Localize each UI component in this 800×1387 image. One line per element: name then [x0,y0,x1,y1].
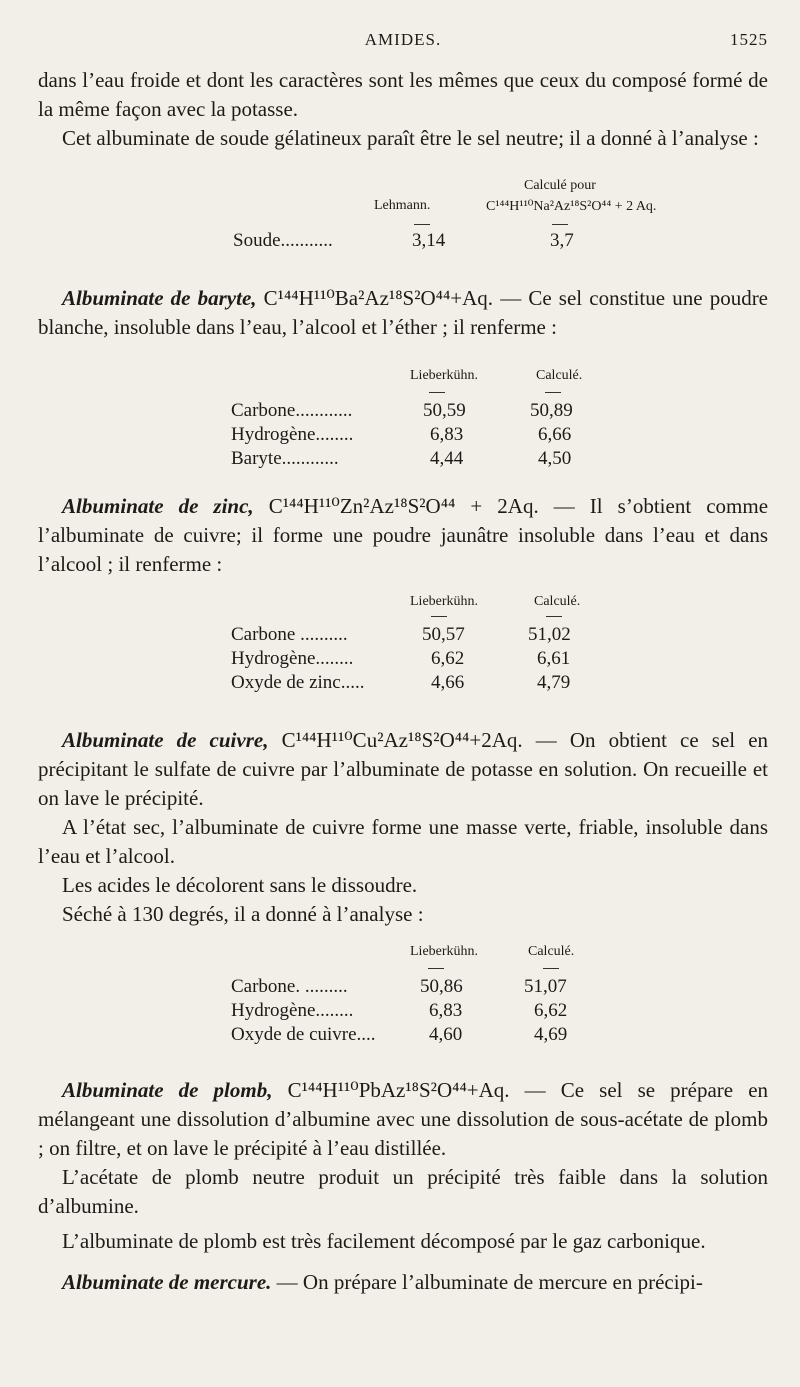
paragraph-text: A l’état sec, l’albuminate de cuivre forme une masse verte, friable, insoluble dans l’eau et l’alcool. [38,815,768,868]
value-calculated: 51,07 [524,976,567,997]
value-found: 4,66 [431,672,465,693]
paragraph-text: L’albuminate de plomb est très facilement décomposé par le gaz carbonique. [62,1229,706,1253]
section-cuivre [38,726,768,929]
value-found: 6,62 [431,648,465,669]
column-header: Lehmann. [374,198,431,213]
column-header: Lieberkühn. [410,368,479,383]
row-label: Oxyde de zinc..... [231,672,365,693]
row-label: Soude........... [233,230,333,251]
rule [543,968,559,969]
paragraph-text: Les acides le décolorent sans le dissoudre. [62,873,418,897]
value-found: 6,83 [430,424,464,445]
rule [546,616,562,617]
value-calculated: 51,02 [528,624,571,645]
section-plomb [38,1076,768,1256]
value-found: 3,14 [412,230,446,251]
column-header: Lieberkühn. [410,944,479,959]
row-label: Baryte............ [231,448,339,469]
value-calculated: 6,62 [534,1000,568,1021]
formula: C¹⁴⁴H¹¹⁰PbAz¹⁸S²O⁴⁴+Aq. [287,1078,510,1102]
section-title: Albuminate de mercure. [62,1270,272,1294]
section-title: Albuminate de zinc, [62,494,254,518]
row-label: Hydrogène........ [231,424,354,445]
section-title: Albuminate de baryte, [62,286,257,310]
value-found: 4,44 [430,448,464,469]
paragraph-text: Séché à 130 degrés, il a donné à l’analyse : [62,902,424,926]
row-label: Oxyde de cuivre.... [231,1024,376,1045]
value-found: 4,60 [429,1024,463,1045]
section-text: — Ce sel constitue une poudre blanche, insoluble dans l’eau, l’alcool et l’éther ; il renferme : [38,286,769,339]
value-calculated: 3,7 [550,230,574,251]
section-text: — On prépare l’albuminate de mercure en précipi- [276,1270,703,1294]
row-label: Carbone. ......... [231,976,348,997]
section-text: — Ce sel se prépare en mélangeant une dissolution d’albumine avec une dissolution de sous-acétate de plomb ; on filtre, et on lave le précipité à l’eau distillée. [38,1078,769,1160]
section-text: — On obtient ce sel en précipitant le sulfate de cuivre par l’albuminate de potasse en solution. On recueille et on lave le précipité. [38,728,769,810]
row-label: Carbone............ [231,400,353,421]
analysis-table-baryte [38,368,768,472]
value-found: 50,57 [422,624,465,645]
row-label: Carbone .......... [231,624,348,645]
analysis-table-zinc [38,594,768,694]
section-text: — Il s’obtient comme l’albuminate de cuivre; il forme une poudre jaunâtre insoluble dans l’eau et dans l’alcool ; il renferme : [38,494,769,576]
column-header: Calculé. [536,368,583,383]
rule [431,616,447,617]
formula: C¹⁴⁴H¹¹⁰Ba²Az¹⁸S²O⁴⁴+Aq. [263,286,494,310]
paragraph-text: dans l’eau froide et dont les caractères sont les mêmes que ceux du composé formé de la même façon avec la potasse. [38,68,768,121]
value-calculated: 4,79 [537,672,571,693]
rule [429,392,445,393]
section-title: Albuminate de plomb, [62,1078,273,1102]
analysis-table-soude [38,178,768,268]
value-calculated: 6,61 [537,648,571,669]
row-label: Hydrogène........ [231,648,354,669]
section-baryte [38,284,768,342]
formula: C¹⁴⁴H¹¹⁰Cu²Az¹⁸S²O⁴⁴+2Aq. [281,728,523,752]
formula: C¹⁴⁴H¹¹⁰Zn²Az¹⁸S²O⁴⁴ + 2Aq. [268,494,539,518]
value-found: 50,59 [423,400,466,421]
section-zinc [38,492,768,579]
rule [552,224,568,225]
paragraph-text: L’acétate de plomb neutre produit un précipité très faible dans la solution d’albumine. [38,1165,768,1218]
value-calculated: 6,66 [538,424,572,445]
value-found: 6,83 [429,1000,463,1021]
analysis-table-cuivre [38,944,768,1046]
rule [545,392,561,393]
rule [428,968,444,969]
value-calculated: 4,69 [534,1024,568,1045]
column-header: Lieberkühn. [410,594,479,609]
column-header: Calculé. [534,594,581,609]
page-number: 1525 [730,30,768,49]
paragraph-text: Cet albuminate de soude gélatineux paraît être le sel neutre; il a donné à l’analyse : [62,126,759,150]
value-found: 50,86 [420,976,463,997]
column-header: C¹⁴⁴H¹¹⁰Na²Az¹⁸S²O⁴⁴ + 2 Aq. [486,199,657,214]
row-label: Hydrogène........ [231,1000,354,1021]
running-title: AMIDES. [364,30,442,49]
section-mercure [38,1268,768,1297]
section-title: Albuminate de cuivre, [62,728,269,752]
rule [414,224,430,225]
paragraph-1 [38,66,768,153]
column-header: Calculé pour [524,178,596,193]
column-header: Calculé. [528,944,575,959]
running-header [38,30,768,56]
value-calculated: 50,89 [530,400,573,421]
value-calculated: 4,50 [538,448,572,469]
